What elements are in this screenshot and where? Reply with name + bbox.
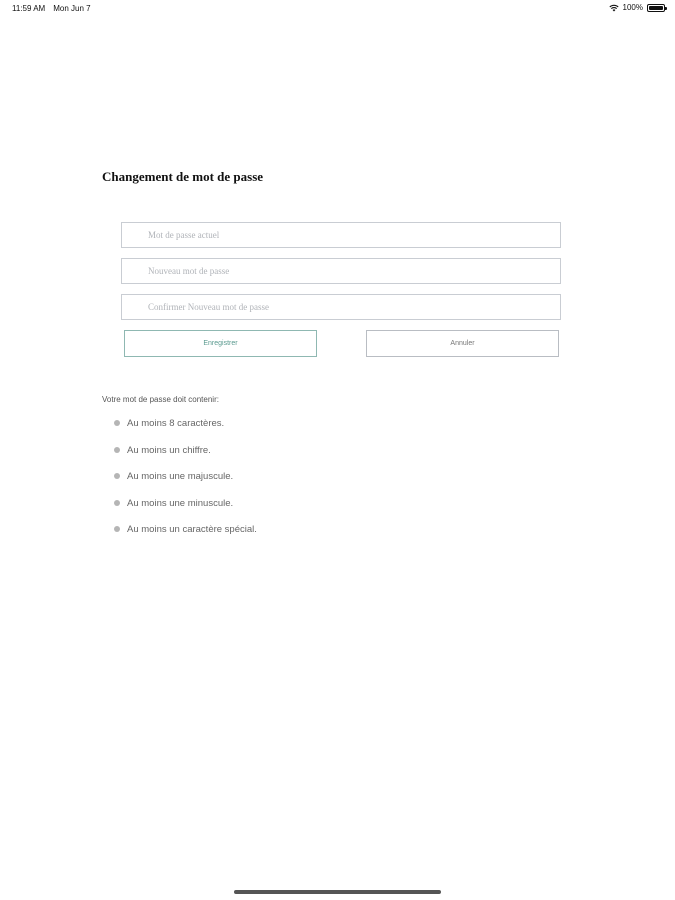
battery-percent: 100% <box>622 3 643 12</box>
battery-fill <box>649 6 663 10</box>
battery-icon <box>647 4 665 12</box>
cancel-button[interactable]: Annuler <box>366 330 559 357</box>
requirement-text: Au moins 8 caractères. <box>127 418 225 429</box>
bullet-icon <box>114 447 120 453</box>
requirement-text: Au moins un caractère spécial. <box>127 524 257 535</box>
status-bar <box>0 0 675 18</box>
requirement-text: Au moins une minuscule. <box>127 497 234 509</box>
wifi-icon <box>609 4 619 12</box>
requirement-text: Au moins un chiffre. <box>127 444 211 456</box>
requirement-text: Au moins une majuscule. <box>127 471 234 482</box>
current-password-field[interactable] <box>121 222 561 248</box>
confirm-password-field[interactable] <box>121 294 561 320</box>
requirement-item <box>114 471 257 498</box>
bullet-icon <box>114 420 120 426</box>
status-right <box>609 3 665 12</box>
home-indicator[interactable] <box>234 890 441 894</box>
requirement-item <box>114 418 257 445</box>
new-password-field[interactable] <box>121 258 561 284</box>
bullet-icon <box>114 500 120 506</box>
requirement-item <box>114 445 257 472</box>
save-button[interactable]: Enregistrer <box>124 330 317 357</box>
bullet-icon <box>114 473 120 479</box>
page-title: Changement de mot de passe <box>102 169 264 184</box>
status-date: Mon Jun 7 <box>53 4 91 13</box>
bullet-icon <box>114 526 120 532</box>
status-time: 11:59 AM <box>12 4 46 13</box>
requirement-item <box>114 524 257 551</box>
status-left <box>12 4 91 13</box>
requirements-heading: Votre mot de passe doit contenir: <box>102 395 219 404</box>
requirement-item <box>114 498 257 525</box>
requirements-list <box>114 418 257 551</box>
